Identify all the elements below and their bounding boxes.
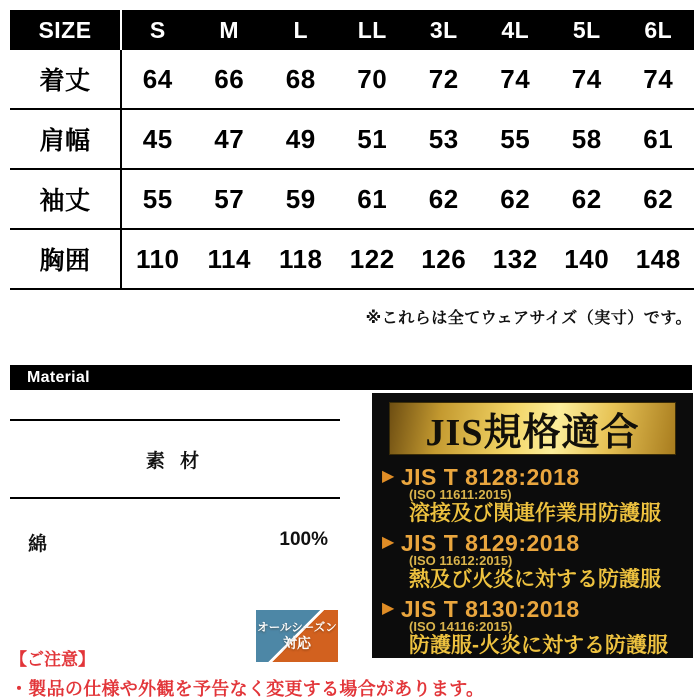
- material-percentage: 100%: [279, 529, 328, 550]
- size-value-cell: 140: [564, 243, 610, 274]
- size-value-cell: 62: [500, 183, 531, 214]
- size-table-header-cell: 6L: [644, 16, 673, 43]
- size-table-header-cell: SIZE: [10, 10, 122, 50]
- size-table-header-cell: 5L: [572, 16, 601, 43]
- material-table: [10, 419, 340, 556]
- size-value-cell: 110: [136, 243, 180, 274]
- size-value-cell: 47: [214, 123, 245, 154]
- size-value-cell: 61: [357, 183, 388, 214]
- size-table-header-cell: 3L: [429, 16, 458, 43]
- material-row: [10, 529, 340, 556]
- jis-entry: [382, 466, 693, 526]
- size-value-cell: 122: [349, 243, 395, 274]
- size-value-cell: 62: [571, 183, 602, 214]
- jis-standard-description: 溶接及び関連作業用防護服: [409, 502, 661, 525]
- size-table-header-cell: S: [149, 16, 166, 43]
- material-section-title: Material: [27, 369, 90, 386]
- size-table-row-shoulder-width: [10, 110, 694, 170]
- all-season-badge-line1: オールシーズン: [257, 622, 337, 634]
- size-table-header-row: [10, 10, 694, 50]
- size-value-cell: 148: [635, 243, 681, 274]
- jis-standard-line: [382, 598, 693, 620]
- jis-entry: [382, 532, 693, 592]
- size-value-cell: 74: [643, 63, 674, 94]
- jis-standard-number: JIS T 8129:2018: [400, 530, 580, 556]
- material-section-header: [10, 365, 692, 390]
- material-column-label: 素 材: [145, 450, 205, 472]
- size-value-cell: 55: [500, 123, 531, 154]
- size-table-row-sleeve-length: [10, 170, 694, 230]
- size-value-cell: 66: [214, 63, 245, 94]
- size-row-label: 胸囲: [10, 230, 122, 288]
- size-table-header-cell: L: [293, 16, 309, 43]
- size-value-cell: 64: [142, 63, 173, 94]
- triangle-bullet-icon: ▶: [382, 534, 395, 551]
- jis-standard-line: [382, 532, 693, 554]
- size-value-cell: 57: [214, 183, 245, 214]
- size-value-cell: 49: [285, 123, 316, 154]
- size-value-cell: 72: [428, 63, 459, 94]
- size-value-cell: 74: [571, 63, 602, 94]
- all-season-badge-line2: 対応: [283, 635, 311, 651]
- size-table-header-cell: LL: [357, 16, 387, 43]
- size-value-cell: 74: [500, 63, 531, 94]
- size-table-header-cell: M: [219, 16, 240, 43]
- jis-certification-panel: [372, 393, 693, 658]
- jis-iso-reference: (ISO 14116:2015): [409, 619, 513, 634]
- size-table-row-chest: [10, 230, 694, 290]
- size-value-cell: 132: [492, 243, 538, 274]
- size-value-cell: 59: [285, 183, 316, 214]
- caution-note: [10, 645, 484, 700]
- material-divider: [10, 497, 340, 499]
- jis-standard-description: 防護服-火炎に対する防護服: [409, 634, 668, 657]
- size-value-cell: 126: [421, 243, 467, 274]
- size-value-cell: 51: [357, 123, 388, 154]
- caution-title: 【ご注意】: [10, 650, 95, 669]
- size-row-label: 袖丈: [10, 170, 122, 228]
- jis-standard-number: JIS T 8130:2018: [400, 596, 580, 622]
- jis-standard-description: 熱及び火炎に対する防護服: [409, 568, 661, 591]
- jis-banner: [389, 402, 676, 455]
- triangle-bullet-icon: ▶: [382, 468, 395, 485]
- jis-standard-number: JIS T 8128:2018: [400, 464, 580, 490]
- size-value-cell: 68: [285, 63, 316, 94]
- caution-item: ・製品の仕様や外観を予告なく変更する場合があります。: [10, 679, 485, 699]
- size-value-cell: 45: [142, 123, 173, 154]
- material-name: 綿: [28, 534, 48, 555]
- jis-iso-reference: (ISO 11612:2015): [409, 553, 513, 568]
- jis-entry-list: [382, 466, 693, 658]
- wear-size-note: ※これらは全てウェアサイズ（実寸）です。: [365, 310, 692, 327]
- jis-iso-reference: (ISO 11611:2015): [409, 487, 512, 502]
- size-table-row-body-length: [10, 50, 694, 110]
- size-row-label: 肩幅: [10, 110, 122, 168]
- jis-standard-line: [382, 466, 693, 488]
- size-table: [10, 10, 694, 290]
- size-table-header-cell: 4L: [501, 16, 530, 43]
- triangle-bullet-icon: ▶: [382, 600, 395, 617]
- size-row-label: 着丈: [10, 50, 122, 108]
- size-value-cell: 70: [357, 63, 388, 94]
- size-value-cell: 118: [279, 243, 323, 274]
- size-value-cell: 62: [428, 183, 459, 214]
- size-value-cell: 114: [207, 243, 251, 274]
- size-value-cell: 55: [142, 183, 173, 214]
- size-value-cell: 58: [571, 123, 602, 154]
- size-value-cell: 61: [643, 123, 674, 154]
- jis-banner-title: JIS規格適合: [425, 412, 640, 454]
- size-value-cell: 62: [643, 183, 674, 214]
- size-value-cell: 53: [428, 123, 459, 154]
